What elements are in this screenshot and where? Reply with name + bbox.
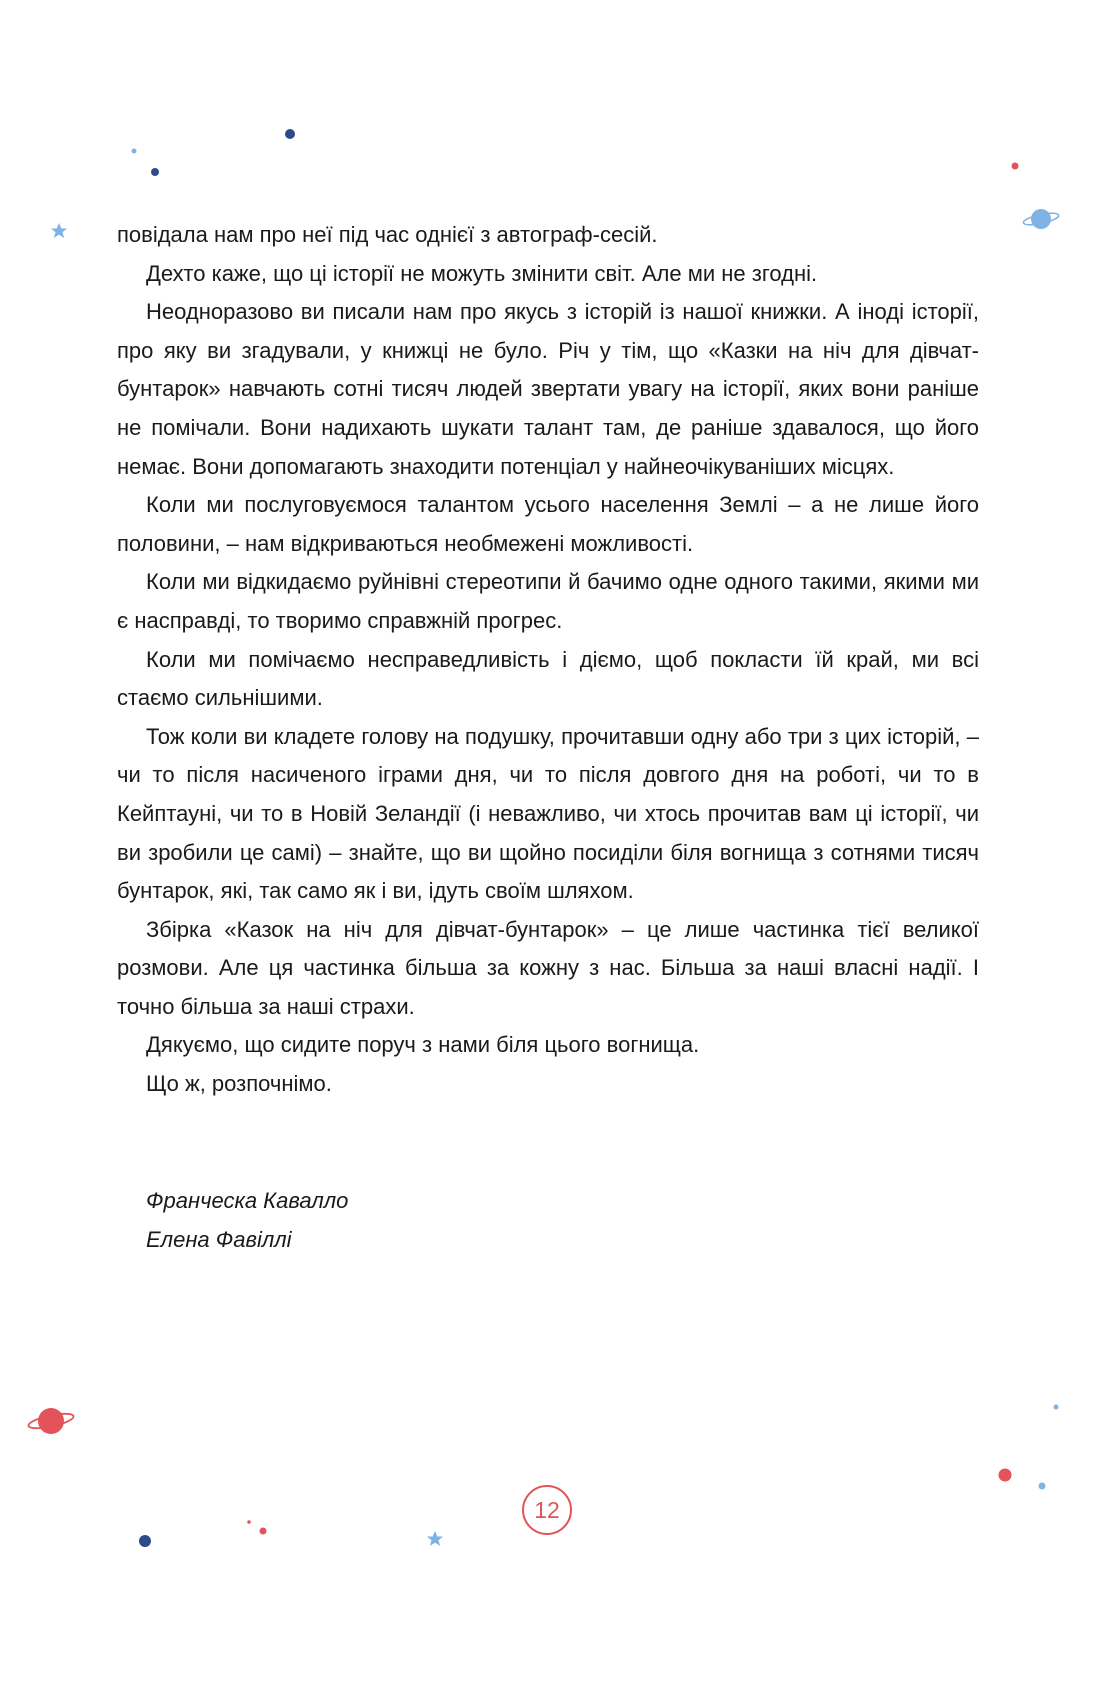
planet-icon [27,1408,74,1434]
dot-light-blue [1039,1483,1046,1490]
dot-navy [151,168,159,176]
planet-icon [1022,209,1059,229]
author-name: Франческа Кавалло [146,1188,349,1213]
body-text [117,216,979,1104]
paragraph: Тож коли ви кладете голову на подушку, прочитавши одну або три з цих історій, – чи то після насиченого іграми дня, чи то після довгого дня на роботі, чи то в Кейптауні, чи то в Новій Зеландії (і неважливо, чи хтось прочитав вам ці історії, чи ви зробили це самі) – знайте, що ви щойно посиділи біля вогнища з сотнями тисяч бунтарок, які, так само як і ви, ідуть своїм шляхом. [117,723,979,904]
paragraph: Збірка «Казок на ніч для дівчат-бунтарок» – це лише частинка тієї великої розмови. Але ця частинка більша за кожну з нас. Більша за наші власні надії. І точно більша за наші страхи. [117,916,979,1019]
dot-red [247,1520,251,1524]
star-icon [51,223,67,238]
paragraph: Дехто каже, що ці історії не можуть змінити світ. Але ми не згодні. [146,260,818,286]
dot-red [999,1469,1012,1482]
dot-light-blue [1054,1405,1059,1410]
paragraph: Коли ми відкидаємо руйнівні стереотипи й бачимо одне одного такими, якими ми є насправді, то творимо справжній прогрес. [117,569,979,633]
paragraph: Неодноразово ви писали нам про якусь з історій із нашої книжки. А іноді історії, про яку ви згадували, у книжці не було. Річ у тім, що «Казки на ніч для дівчат-бунтарок» навчають сотні тисяч людей звертати увагу на історії, яких вони раніше не помічали. Вони надихають шукати талант там, де раніше здавалося, що його немає. Вони допомагають знаходити потенціал у найнеочікуваніших місцях. [117,299,979,479]
dot-red [1012,163,1019,170]
paragraph: Дякуємо, що сидите поруч з нами біля цього вогнища. [146,1032,700,1058]
dot-navy [285,129,295,139]
author-signatures [146,1181,348,1259]
dot-navy [139,1535,151,1547]
page-number: 12 [522,1485,572,1535]
dot-light-blue [132,149,137,154]
paragraph: Коли ми послуговуємося талантом усього населення Землі – а не лише його половини, – нам відкриваються необмежені можливості. [117,492,979,556]
paragraph: Коли ми помічаємо несправедливість і діємо, щоб покласти їй край, ми всі стаємо сильнішими. [117,646,979,711]
dot-red [260,1528,267,1535]
star-icon [427,1531,443,1546]
paragraph: Що ж, розпочнімо. [146,1071,332,1097]
paragraph: повідала нам про неї під час однієї з автограф-сесій. [117,222,658,247]
author-name: Елена Фавіллі [146,1227,292,1252]
